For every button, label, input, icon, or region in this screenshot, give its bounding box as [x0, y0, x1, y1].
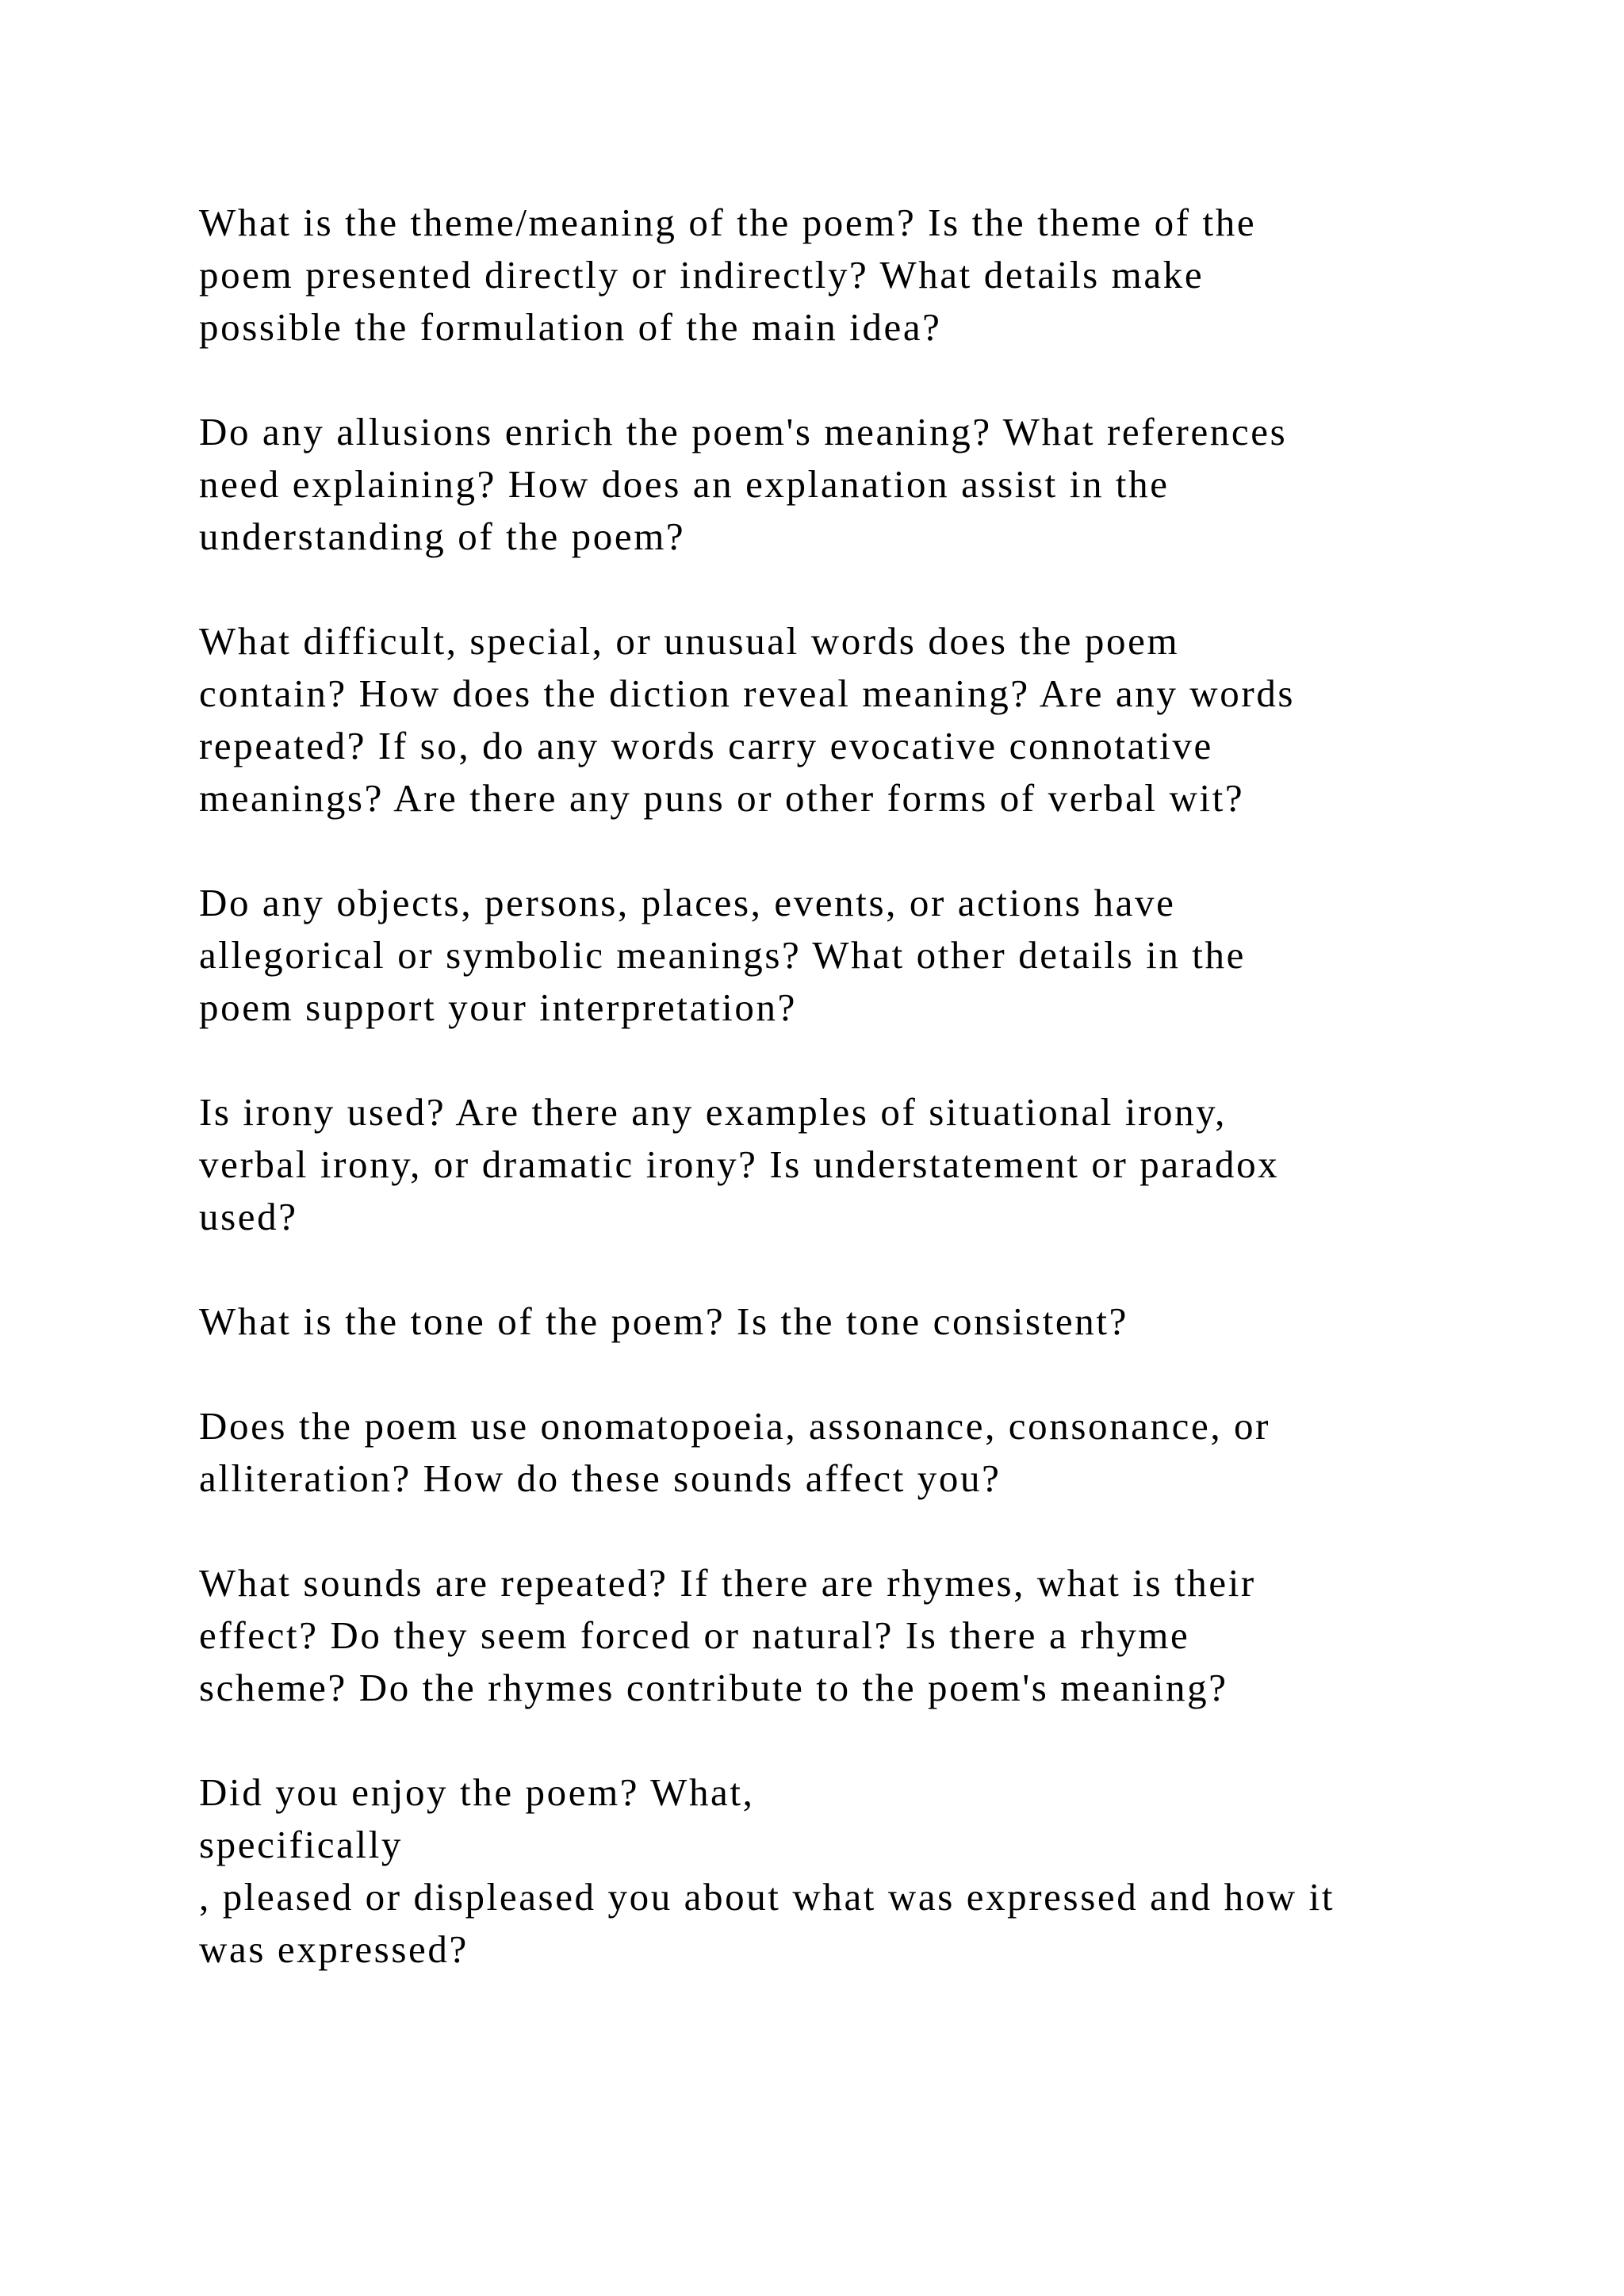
- paragraph-sound-devices: [199, 1400, 1507, 1505]
- text-line: Did you enjoy the poem? What,: [199, 1770, 755, 1814]
- text-line: scheme? Do the rhymes contribute to the poem's meaning?: [199, 1666, 1228, 1709]
- text-line: allegorical or symbolic meanings? What other details in the: [199, 933, 1246, 977]
- text-line: meanings? Are there any puns or other forms of verbal wit?: [199, 776, 1245, 820]
- text-line: possible the formulation of the main idea?: [199, 305, 942, 349]
- text-line: What is the theme/meaning of the poem? Is the theme of the: [199, 201, 1257, 244]
- text-line: specifically: [199, 1823, 404, 1866]
- text-line: understanding of the poem?: [199, 515, 686, 558]
- text-line: Do any objects, persons, places, events, or actions have: [199, 881, 1176, 924]
- text-line: used?: [199, 1195, 298, 1238]
- paragraph-irony: [199, 1086, 1507, 1243]
- paragraph-diction: [199, 615, 1507, 825]
- text-line: poem presented directly or indirectly? What details make: [199, 253, 1205, 297]
- text-line: What difficult, special, or unusual words does the poem: [199, 619, 1180, 663]
- text-line: What is the tone of the poem? Is the tone consistent?: [199, 1299, 1128, 1343]
- text-line: effect? Do they seem forced or natural? Is there a rhyme: [199, 1613, 1190, 1657]
- paragraph-rhyme: [199, 1557, 1507, 1714]
- text-line: What sounds are repeated? If there are rhymes, what is their: [199, 1561, 1256, 1605]
- text-line: poem support your interpretation?: [199, 985, 797, 1029]
- paragraph-symbolism: [199, 877, 1507, 1034]
- text-line: Is irony used? Are there any examples of situational irony,: [199, 1090, 1227, 1134]
- text-line: was expressed?: [199, 1927, 469, 1971]
- text-line: alliteration? How do these sounds affect you?: [199, 1456, 1002, 1500]
- text-line: Do any allusions enrich the poem's meaning? What references: [199, 410, 1288, 453]
- paragraph-tone: [199, 1295, 1507, 1348]
- paragraph-theme: [199, 197, 1507, 354]
- paragraph-enjoyment: [199, 1766, 1507, 1976]
- text-line: contain? How does the diction reveal meaning? Are any words: [199, 672, 1296, 715]
- text-line: verbal irony, or dramatic irony? Is understatement or paradox: [199, 1142, 1280, 1186]
- paragraph-allusions: [199, 406, 1507, 563]
- document-body: [199, 197, 1507, 2028]
- text-line: Does the poem use onomatopoeia, assonance, consonance, or: [199, 1404, 1271, 1448]
- text-line: need explaining? How does an explanation assist in the: [199, 462, 1170, 506]
- text-line: , pleased or displeased you about what was expressed and how it: [199, 1875, 1335, 1919]
- text-line: repeated? If so, do any words carry evocative connotative: [199, 724, 1213, 767]
